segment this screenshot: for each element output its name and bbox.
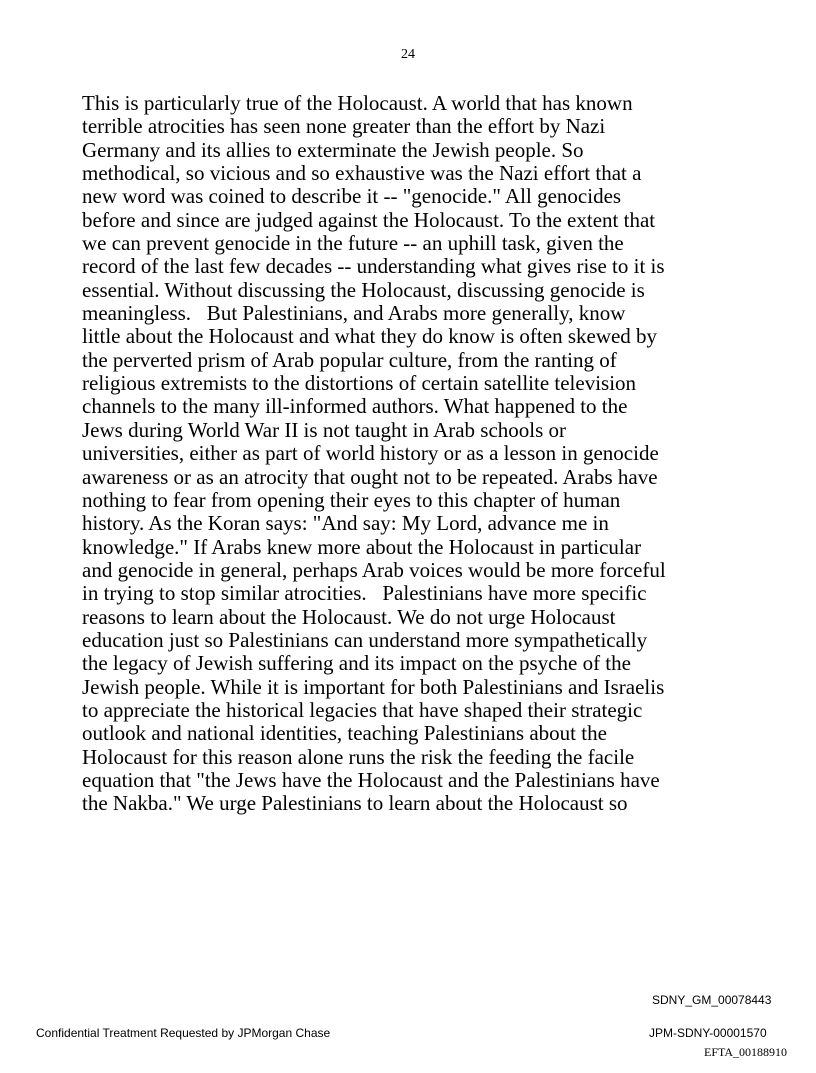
text-line: the legacy of Jewish suffering and its impact on the psyche of the — [82, 651, 631, 676]
text-line: before and since are judged against the Holocaust. To the extent that — [82, 207, 656, 232]
text-line: This is particularly true of the Holocaust. A world that has known — [82, 91, 633, 115]
text-line: universities, either as part of world history or as a lesson in genocide — [82, 441, 659, 466]
text-line: and genocide in general, perhaps Arab voices would be more forceful — [82, 557, 666, 582]
text-line: the perverted prism of Arab popular culture, from the ranting of — [82, 347, 617, 372]
text-line: essential. Without discussing the Holocaust, discussing genocide is — [82, 277, 645, 302]
text-line: little about the Holocaust and what they do know is often skewed by — [82, 324, 658, 349]
text-line: meaningless. But Palestinians, and Arabs more generally, know — [82, 301, 626, 326]
text-line: nothing to fear from opening their eyes to this chapter of human — [82, 487, 621, 512]
text-line: Jews during World War II is not taught in Arab schools or — [82, 417, 567, 442]
text-line: religious extremists to the distortions of certain satellite television — [82, 371, 637, 396]
body-paragraph — [82, 92, 742, 816]
page-number: 24 — [401, 47, 415, 62]
text-line: education just so Palestinians can understand more sympathetically — [82, 627, 648, 652]
text-line: terrible atrocities has seen none greater than the effort by Nazi — [82, 114, 606, 139]
text-line: Germany and its allies to exterminate the Jewish people. So — [82, 137, 584, 162]
text-line: we can prevent genocide in the future -- an uphill task, given the — [82, 231, 624, 256]
text-line: to appreciate the historical legacies that have shaped their strategic — [82, 697, 643, 722]
text-line: record of the last few decades -- understanding what gives rise to it is — [82, 254, 665, 279]
text-line: equation that "the Jews have the Holocaust and the Palestinians have — [82, 767, 660, 792]
text-line: Jewish people. While it is important for both Palestinians and Israelis — [82, 674, 665, 699]
text-line: in trying to stop similar atrocities. Palestinians have more specific — [82, 581, 647, 606]
text-line: methodical, so vicious and so exhaustive was the Nazi effort that a — [82, 161, 642, 186]
text-line: awareness or as an atrocity that ought not to be repeated. Arabs have — [82, 464, 658, 489]
efta-id: EFTA_00188910 — [704, 1045, 788, 1059]
confidential-notice: Confidential Treatment Requested by JPMorgan Chase — [36, 1026, 331, 1040]
text-line: channels to the many ill-informed authors. What happened to the — [82, 394, 628, 419]
text-line: history. As the Koran says: "And say: My Lord, advance me in — [82, 511, 609, 536]
jpm-bates-number: JPM-SDNY-00001570 — [649, 1026, 767, 1040]
text-line: new word was coined to describe it -- "genocide." All genocides — [82, 184, 622, 209]
bates-number: SDNY_GM_00078443 — [652, 993, 772, 1007]
text-line: Holocaust for this reason alone runs the risk the feeding the facile — [82, 744, 635, 769]
text-line: the Nakba." We urge Palestinians to learn about the Holocaust so — [82, 791, 628, 816]
text-line: outlook and national identities, teaching Palestinians about the — [82, 721, 607, 746]
text-line: reasons to learn about the Holocaust. We do not urge Holocaust — [82, 604, 616, 629]
text-line: knowledge." If Arabs knew more about the Holocaust in particular — [82, 534, 642, 559]
